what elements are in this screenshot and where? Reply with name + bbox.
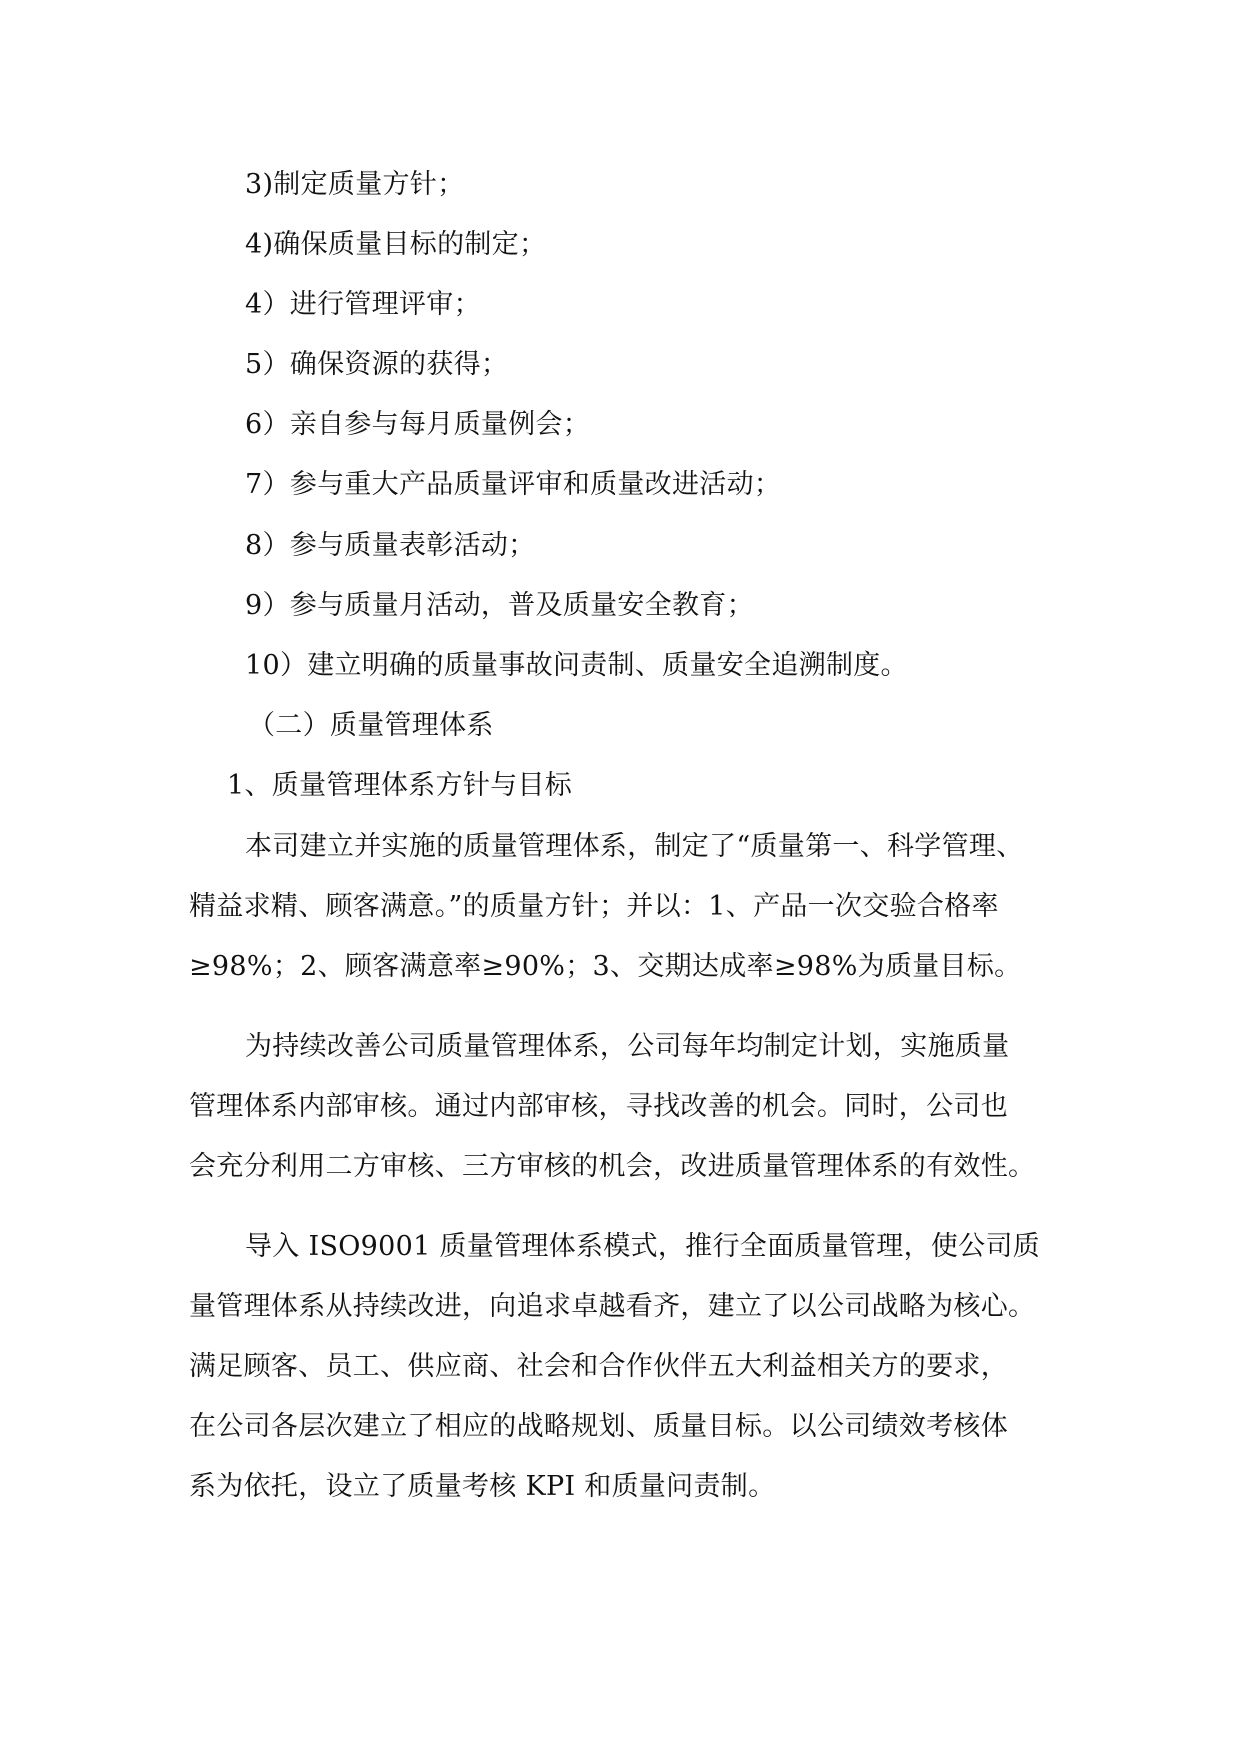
paragraph-line: 会充分利用二方审核、三方审核的机会，改进质量管理体系的有效性。 [189,1151,1036,1182]
list-item: 9）参与质量月活动，普及质量安全教育； [245,590,754,621]
paragraph-line: 量管理体系从持续改进，向追求卓越看齐，建立了以公司战略为核心。 [189,1291,1036,1322]
paragraph-line: 为持续改善公司质量管理体系，公司每年均制定计划，实施质量 [245,1031,1010,1062]
list-item: 6）亲自参与每月质量例会； [245,409,591,440]
list-item: 3)制定质量方针； [245,169,465,200]
section-heading: （二）质量管理体系 [248,710,494,741]
paragraph-line: 满足顾客、员工、供应商、社会和合作伙伴五大利益相关方的要求， [189,1351,1008,1382]
list-item: 5）确保资源的获得； [245,349,509,380]
list-item: 4)确保质量目标的制定； [245,229,547,260]
subsection-heading: 1、质量管理体系方针与目标 [227,770,573,801]
paragraph-line: 在公司各层次建立了相应的战略规划、质量目标。以公司绩效考核体 [189,1411,1008,1442]
list-item: 8）参与质量表彰活动； [245,530,536,561]
paragraph-line: 系为依托，设立了质量考核 KPI 和质量问责制。 [189,1471,776,1502]
paragraph-line: 本司建立并实施的质量管理体系，制定了“质量第一、科学管理、 [245,831,1024,862]
list-item: 10）建立明确的质量事故问责制、质量安全追溯制度。 [245,650,908,681]
paragraph-line: 管理体系内部审核。通过内部审核，寻找改善的机会。同时，公司也 [189,1091,1008,1122]
paragraph-line: 精益求精、顾客满意。”的质量方针；并以：1、产品一次交验合格率 [189,891,999,922]
paragraph-line: ≥98%；2、顾客满意率≥90%；3、交期达成率≥98%为质量目标。 [189,951,1022,982]
list-item: 4）进行管理评审； [245,289,481,320]
list-item: 7）参与重大产品质量评审和质量改进活动； [245,469,782,500]
paragraph-line: 导入 ISO9001 质量管理体系模式，推行全面质量管理，使公司质 [245,1231,1041,1262]
